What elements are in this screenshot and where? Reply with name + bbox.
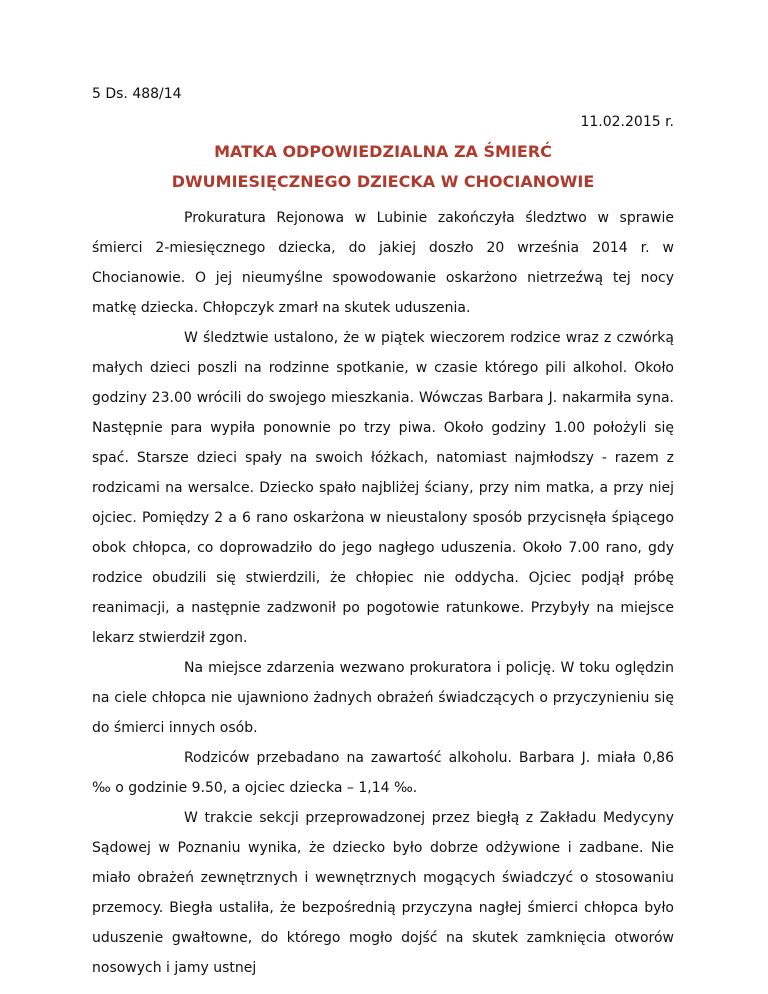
title-line-2: DWUMIESIĘCZNEGO DZIECKA W CHOCIANOWIE	[171, 172, 595, 191]
document-date: 11.02.2015 r.	[580, 114, 674, 130]
paragraph-4: Rodziców przebadano na zawartość alkoholu. Barbara J. miała 0,86 ‰ o godzinie 9.50, a ojciec dziecka – 1,14 ‰.	[92, 750, 674, 796]
document-title	[92, 137, 674, 197]
paragraph-2: W śledztwie ustalono, że w piątek wieczorem rodzice wraz z czwórką małych dzieci poszli na rodzinne spotkanie, w czasie którego pili alkohol. Około godziny 23.00 wrócili do swojego mieszkania. Wówczas Barbara J. nakarmiła syna. Następnie para wypiła ponownie po trzy piwa. Około godziny 1.00 położyli się spać. Starsze dzieci spały na swoich łóżkach, natomiast najmłodszy - razem z rodzicami na wersalce. Dziecko spało najbliżej ściany, przy nim matka, a przy niej ojciec. Pomiędzy 2 a 6 rano oskarżona w nieustalony sposób przycisnęła śpiącego obok chłopca, co doprowadziło do jego nagłego uduszenia. Około 7.00 rano, gdy rodzice obudzili się stwierdzili, że chłopiec nie oddycha. Ojciec podjął próbę reanimacji, a następnie zadzwonił po pogotowie ratunkowe. Przybyły na miejsce lekarz stwierdził zgon.	[92, 330, 674, 646]
paragraph-3: Na miejsce zdarzenia wezwano prokuratora i policję. W toku oględzin na ciele chłopca nie ujawniono żadnych obrażeń świadczących o przyczynieniu się do śmierci innych osób.	[92, 660, 674, 736]
case-number: 5 Ds. 488/14	[92, 86, 182, 102]
paragraph-1: Prokuratura Rejonowa w Lubinie zakończyła śledztwo w sprawie śmierci 2-miesięcznego dziecka, do jakiej doszło 20 września 2014 r. w Chocianowie. O jej nieumyślne spowodowanie oskarżono nietrzeźwą tej nocy matkę dziecka. Chłopczyk zmarł na skutek uduszenia.	[92, 210, 674, 316]
paragraph-5: W trakcie sekcji przeprowadzonej przez biegłą z Zakładu Medycyny Sądowej w Poznaniu wynika, że dziecko było dobrze odżywione i zadbane. Nie miało obrażeń zewnętrznych i wewnętrznych mogących świadczyć o stosowaniu przemocy. Biegła ustaliła, że bezpośrednią przyczyna nagłej śmierci chłopca było uduszenie gwałtowne, do którego mogło dojść na skutek zamknięcia otworów nosowych i jamy ustnej	[92, 810, 674, 976]
document-body	[92, 203, 674, 983]
title-line-1: MATKA ODPOWIEDZIALNA ZA ŚMIERĆ	[214, 142, 552, 161]
